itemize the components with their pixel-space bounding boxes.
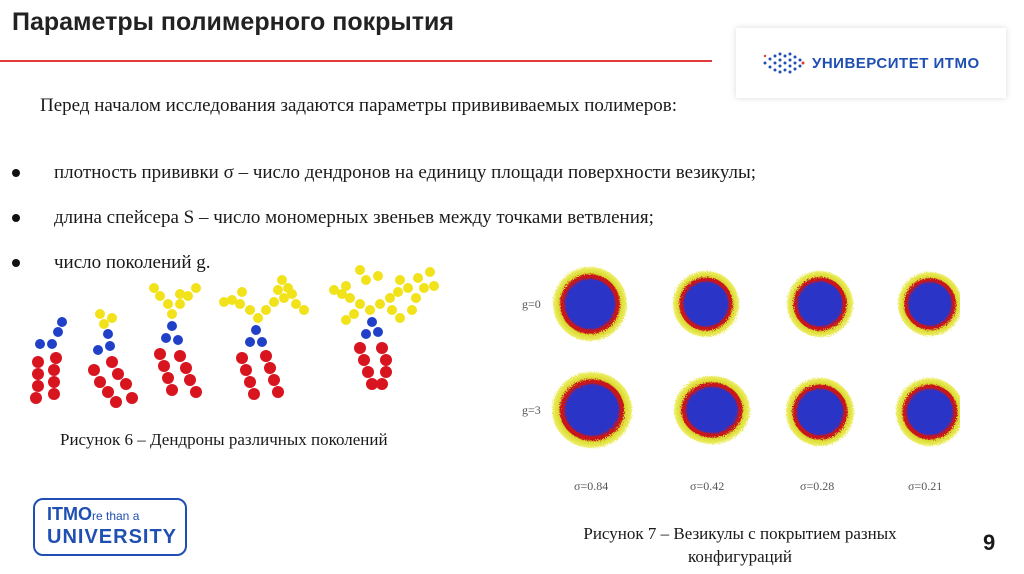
row-label-g3: g=3: [522, 403, 541, 417]
dendron-g4: [329, 265, 439, 390]
itmo-badge-logo: [33, 498, 187, 556]
bullet-text: длина спейсера S – число мономерных звеньев между точками ветвления;: [54, 206, 654, 228]
bullet-icon: [12, 214, 20, 222]
figure7-caption-line2: конфигураций: [688, 547, 792, 566]
itmo-dots-icon: [762, 51, 806, 75]
vesicle-g3-s028: [786, 378, 854, 446]
row-label-g0: g=0: [522, 297, 541, 311]
dendrons-figure: [20, 258, 460, 418]
badge-bottom: UNIVERSITY: [47, 526, 178, 548]
dendron-g1: [88, 309, 138, 408]
figure7-caption-line1: Рисунок 7 – Везикулы с покрытием разных: [583, 524, 897, 543]
dendron-g0: [30, 317, 67, 404]
vesicle-g0-s028: [787, 271, 853, 337]
page-title: Параметры полимерного покрытия: [12, 8, 454, 36]
bullet-icon: [12, 259, 20, 267]
figure6-caption: Рисунок 6 – Дендроны различных поколений: [60, 430, 388, 449]
bullet-icon: [12, 169, 20, 177]
vesicle-g0-s042: [673, 271, 739, 337]
vesicle-g3-s042: [674, 376, 750, 444]
sigma-label: σ=0.84: [574, 479, 609, 493]
bullet-text: число поколений g.: [54, 251, 211, 273]
badge-top-small: re than a: [92, 509, 140, 523]
vesicle-g3-s084: [552, 372, 632, 448]
sigma-label: σ=0.42: [690, 479, 725, 493]
intro-text: Перед началом исследования задаются параметры привививаемых полимеров:: [40, 95, 677, 116]
vesicle-g3-s021: [896, 378, 960, 446]
badge-top-text: ITMO: [47, 504, 92, 524]
figure7-caption: [540, 522, 940, 568]
list-item: [8, 150, 756, 195]
badge-top: [47, 504, 139, 525]
vesicle-g0-s084: [553, 267, 627, 341]
university-name: УНИВЕРСИТЕТ ИТМО: [812, 54, 980, 72]
university-logo: [736, 28, 1006, 98]
dendron-g2: [149, 283, 202, 398]
vesicles-figure: [510, 262, 960, 492]
sigma-label: σ=0.21: [908, 479, 943, 493]
list-item: [8, 195, 756, 240]
sigma-label: σ=0.28: [800, 479, 835, 493]
bullet-text: плотность прививки σ – число дендронов на единицу площади поверхности везикулы;: [54, 161, 757, 183]
page-number: 9: [983, 530, 996, 555]
title-underline: [0, 60, 712, 62]
dendron-g3: [219, 275, 309, 400]
vesicle-g0-s021: [898, 272, 960, 336]
